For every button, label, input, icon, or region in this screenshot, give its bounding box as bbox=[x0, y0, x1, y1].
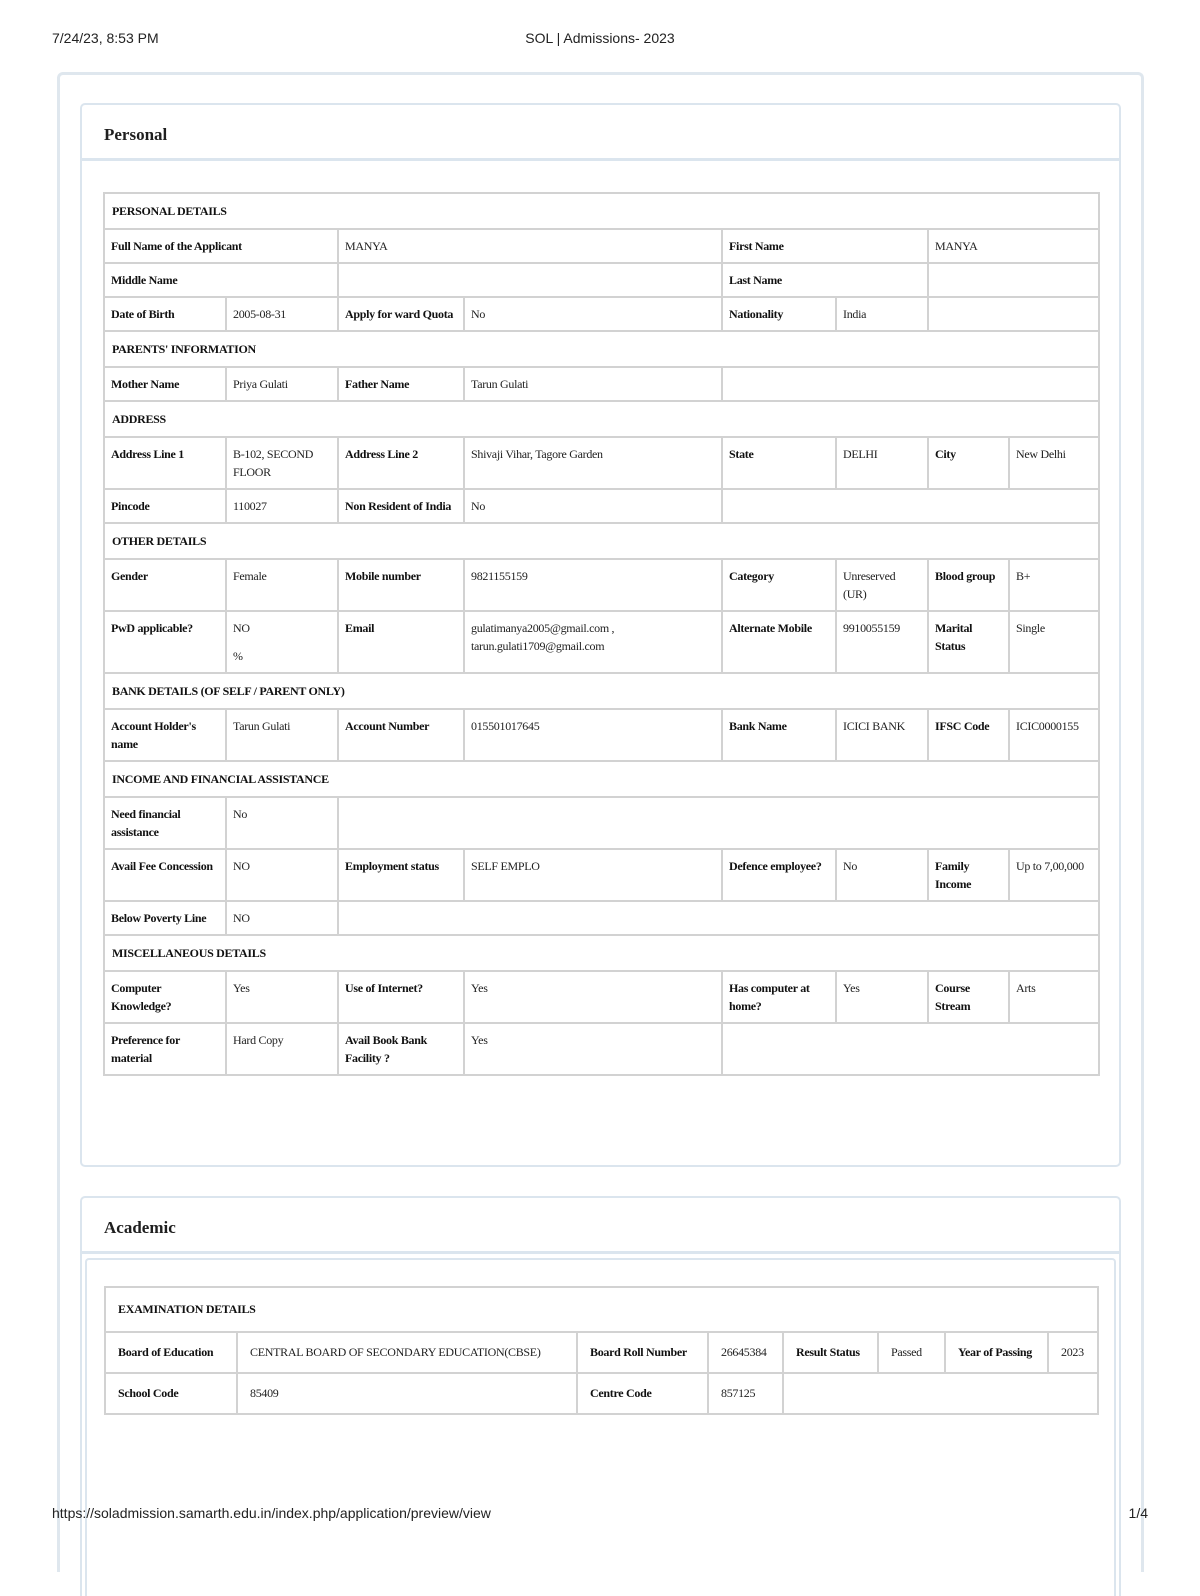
ward-quota-value: No bbox=[464, 297, 722, 331]
dob-label: Date of Birth bbox=[104, 297, 226, 331]
marital-status-label: Marital Status bbox=[928, 611, 1009, 673]
table-row bbox=[104, 367, 1099, 401]
table-row bbox=[104, 797, 1099, 849]
empty-cell bbox=[783, 1373, 1098, 1414]
table-row bbox=[104, 673, 1099, 709]
book-bank-value: Yes bbox=[464, 1023, 722, 1075]
table-row bbox=[104, 901, 1099, 935]
centre-code-value: 857125 bbox=[708, 1373, 783, 1414]
material-preference-value: Hard Copy bbox=[226, 1023, 338, 1075]
state-value: DELHI bbox=[836, 437, 928, 489]
father-name-value: Tarun Gulati bbox=[464, 367, 722, 401]
section-bank-details: BANK DETAILS (OF SELF / PARENT ONLY) bbox=[104, 673, 1099, 709]
personal-panel-heading: Personal bbox=[82, 105, 1119, 161]
result-status-label: Result Status bbox=[783, 1332, 878, 1373]
bank-name-value: ICICI BANK bbox=[836, 709, 928, 761]
examination-details-table bbox=[104, 1286, 1099, 1415]
board-label: Board of Education bbox=[105, 1332, 237, 1373]
middle-name-label: Middle Name bbox=[104, 263, 338, 297]
table-row bbox=[104, 263, 1099, 297]
alt-mobile-label: Alternate Mobile bbox=[722, 611, 836, 673]
address-line1-label: Address Line 1 bbox=[104, 437, 226, 489]
book-bank-label: Avail Book Bank Facility ? bbox=[338, 1023, 464, 1075]
defence-label: Defence employee? bbox=[722, 849, 836, 901]
family-income-label: Family Income bbox=[928, 849, 1009, 901]
print-page-number: 1/4 bbox=[1128, 1505, 1148, 1521]
table-row bbox=[104, 709, 1099, 761]
mother-name-label: Mother Name bbox=[104, 367, 226, 401]
pincode-value: 110027 bbox=[226, 489, 338, 523]
need-financial-value: No bbox=[226, 797, 338, 849]
account-number-value: 015501017645 bbox=[464, 709, 722, 761]
empty-cell bbox=[338, 901, 1099, 935]
city-value: New Delhi bbox=[1009, 437, 1099, 489]
section-personal-details: PERSONAL DETAILS bbox=[104, 193, 1099, 229]
print-datetime: 7/24/23, 8:53 PM bbox=[52, 30, 159, 46]
pincode-label: Pincode bbox=[104, 489, 226, 523]
roll-number-value: 26645384 bbox=[708, 1332, 783, 1373]
last-name-value bbox=[928, 263, 1099, 297]
academic-panel-heading: Academic bbox=[82, 1198, 1119, 1254]
table-row bbox=[104, 761, 1099, 797]
section-address: ADDRESS bbox=[104, 401, 1099, 437]
internet-value: Yes bbox=[464, 971, 722, 1023]
roll-number-label: Board Roll Number bbox=[577, 1332, 708, 1373]
personal-details-table bbox=[103, 192, 1100, 1076]
table-row bbox=[104, 1023, 1099, 1075]
empty-cell bbox=[338, 797, 1099, 849]
year-of-passing-value: 2023 bbox=[1048, 1332, 1098, 1373]
address-line2-label: Address Line 2 bbox=[338, 437, 464, 489]
section-examination: EXAMINATION DETAILS bbox=[105, 1287, 1098, 1332]
table-row bbox=[104, 971, 1099, 1023]
state-label: State bbox=[722, 437, 836, 489]
course-stream-label: Course Stream bbox=[928, 971, 1009, 1023]
internet-label: Use of Internet? bbox=[338, 971, 464, 1023]
middle-name-value bbox=[338, 263, 722, 297]
print-header bbox=[52, 30, 1148, 50]
gender-label: Gender bbox=[104, 559, 226, 611]
table-row bbox=[104, 401, 1099, 437]
section-other-details: OTHER DETAILS bbox=[104, 523, 1099, 559]
table-row bbox=[104, 849, 1099, 901]
blood-group-label: Blood group bbox=[928, 559, 1009, 611]
computer-knowledge-label: Computer Knowledge? bbox=[104, 971, 226, 1023]
table-row bbox=[104, 489, 1099, 523]
email-value: gulatimanya2005@gmail.com , tarun.gulati1709@gmail.com bbox=[464, 611, 722, 673]
dob-value: 2005-08-31 bbox=[226, 297, 338, 331]
nationality-label: Nationality bbox=[722, 297, 836, 331]
course-stream-value: Arts bbox=[1009, 971, 1099, 1023]
empty-cell bbox=[928, 297, 1099, 331]
school-code-value: 85409 bbox=[237, 1373, 577, 1414]
city-label: City bbox=[928, 437, 1009, 489]
bpl-value: NO bbox=[226, 901, 338, 935]
table-row bbox=[105, 1373, 1098, 1414]
marital-status-value: Single bbox=[1009, 611, 1099, 673]
family-income-value: Up to 7,00,000 bbox=[1009, 849, 1099, 901]
pwd-percentage: % bbox=[233, 649, 243, 663]
table-row bbox=[104, 611, 1099, 673]
year-of-passing-label: Year of Passing bbox=[945, 1332, 1048, 1373]
first-name-value: MANYA bbox=[928, 229, 1099, 263]
address-line1-value: B-102, SECOND FLOOR bbox=[226, 437, 338, 489]
nri-label: Non Resident of India bbox=[338, 489, 464, 523]
table-row bbox=[104, 193, 1099, 229]
full-name-label: Full Name of the Applicant bbox=[104, 229, 338, 263]
first-name-label: First Name bbox=[722, 229, 928, 263]
table-row bbox=[104, 229, 1099, 263]
section-misc: MISCELLANEOUS DETAILS bbox=[104, 935, 1099, 971]
fee-concession-value: NO bbox=[226, 849, 338, 901]
table-row bbox=[105, 1287, 1098, 1332]
category-label: Category bbox=[722, 559, 836, 611]
table-row bbox=[104, 437, 1099, 489]
account-holder-label: Account Holder's name bbox=[104, 709, 226, 761]
mother-name-value: Priya Gulati bbox=[226, 367, 338, 401]
alt-mobile-value: 9910055159 bbox=[836, 611, 928, 673]
table-row bbox=[104, 559, 1099, 611]
pwd-value: NO bbox=[233, 621, 250, 635]
has-computer-label: Has computer at home? bbox=[722, 971, 836, 1023]
employment-status-value: SELF EMPLO bbox=[464, 849, 722, 901]
empty-cell bbox=[722, 1023, 1099, 1075]
bpl-label: Below Poverty Line bbox=[104, 901, 226, 935]
material-preference-label: Preference for material bbox=[104, 1023, 226, 1075]
nri-value: No bbox=[464, 489, 722, 523]
fee-concession-label: Avail Fee Concession bbox=[104, 849, 226, 901]
table-row bbox=[104, 331, 1099, 367]
pwd-label: PwD applicable? bbox=[104, 611, 226, 673]
blood-group-value: B+ bbox=[1009, 559, 1099, 611]
mobile-label: Mobile number bbox=[338, 559, 464, 611]
ifsc-value: ICIC0000155 bbox=[1009, 709, 1099, 761]
need-financial-label: Need financial assistance bbox=[104, 797, 226, 849]
pwd-cell bbox=[226, 611, 338, 673]
print-footer bbox=[52, 1505, 1148, 1525]
table-row bbox=[105, 1332, 1098, 1373]
result-status-value: Passed bbox=[878, 1332, 945, 1373]
defence-value: No bbox=[836, 849, 928, 901]
address-line2-value: Shivaji Vihar, Tagore Garden bbox=[464, 437, 722, 489]
computer-knowledge-value: Yes bbox=[226, 971, 338, 1023]
has-computer-value: Yes bbox=[836, 971, 928, 1023]
empty-cell bbox=[722, 367, 1099, 401]
email-label: Email bbox=[338, 611, 464, 673]
category-value: Unreserved (UR) bbox=[836, 559, 928, 611]
print-url: https://soladmission.samarth.edu.in/index.php/application/preview/view bbox=[52, 1505, 491, 1521]
section-income: INCOME AND FINANCIAL ASSISTANCE bbox=[104, 761, 1099, 797]
table-row bbox=[104, 523, 1099, 559]
mobile-value: 9821155159 bbox=[464, 559, 722, 611]
section-parents: PARENTS' INFORMATION bbox=[104, 331, 1099, 367]
gender-value: Female bbox=[226, 559, 338, 611]
employment-status-label: Employment status bbox=[338, 849, 464, 901]
empty-cell bbox=[722, 489, 1099, 523]
print-page-title: SOL | Admissions- 2023 bbox=[525, 30, 675, 46]
centre-code-label: Centre Code bbox=[577, 1373, 708, 1414]
full-name-value: MANYA bbox=[338, 229, 722, 263]
table-row bbox=[104, 297, 1099, 331]
school-code-label: School Code bbox=[105, 1373, 237, 1414]
table-row bbox=[104, 935, 1099, 971]
ifsc-label: IFSC Code bbox=[928, 709, 1009, 761]
bank-name-label: Bank Name bbox=[722, 709, 836, 761]
board-value: CENTRAL BOARD OF SECONDARY EDUCATION(CBSE) bbox=[237, 1332, 577, 1373]
father-name-label: Father Name bbox=[338, 367, 464, 401]
account-holder-value: Tarun Gulati bbox=[226, 709, 338, 761]
nationality-value: India bbox=[836, 297, 928, 331]
last-name-label: Last Name bbox=[722, 263, 928, 297]
ward-quota-label: Apply for ward Quota bbox=[338, 297, 464, 331]
account-number-label: Account Number bbox=[338, 709, 464, 761]
